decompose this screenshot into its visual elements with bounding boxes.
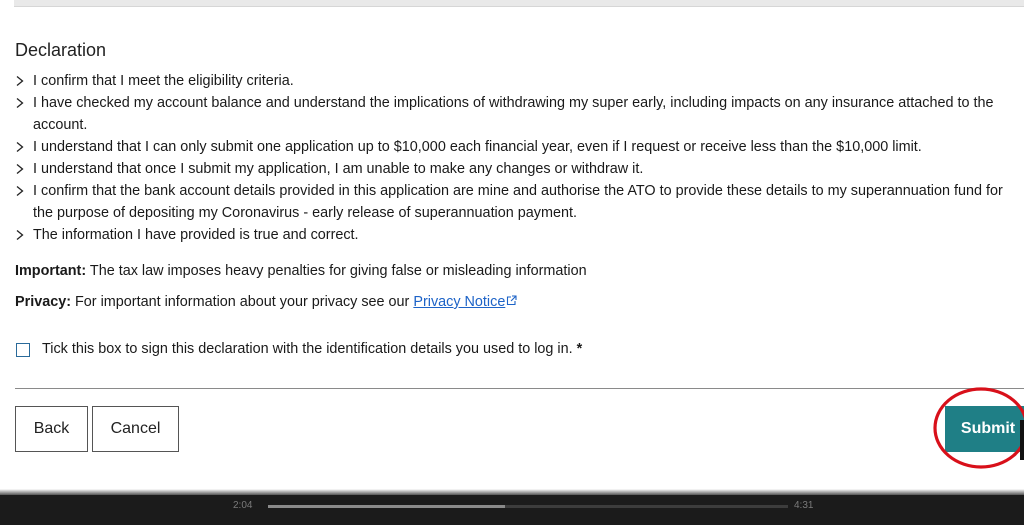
declaration-item xyxy=(15,224,1024,246)
privacy-notice-link[interactable] xyxy=(413,294,505,310)
declaration-item-text: I understand that once I submit my application, I am unable to make any changes or withdraw it. xyxy=(33,161,644,177)
important-label: Important: xyxy=(15,263,87,279)
top-panel-edge xyxy=(14,0,1024,7)
external-link-icon xyxy=(506,295,517,306)
important-text: The tax law imposes heavy penalties for giving false or misleading information xyxy=(89,263,587,279)
submit-button[interactable]: Submit xyxy=(945,406,1024,452)
current-time: 2:04 xyxy=(233,500,253,511)
important-notice xyxy=(15,261,587,281)
declaration-item-text: I confirm that I meet the eligibility criteria. xyxy=(33,73,294,89)
required-marker: * xyxy=(576,341,583,357)
seek-bar-progress xyxy=(268,505,505,508)
player-shadow xyxy=(0,489,1024,495)
declaration-item-text: The information I have provided is true and correct. xyxy=(33,227,359,243)
sign-declaration-checkbox[interactable] xyxy=(16,343,30,357)
video-player-bar xyxy=(0,495,1024,525)
declaration-item xyxy=(15,92,1024,136)
chevron-right-icon xyxy=(15,98,25,108)
window-edge xyxy=(1020,420,1024,460)
chevron-right-icon xyxy=(15,76,25,86)
divider xyxy=(15,388,1024,389)
declaration-item xyxy=(15,70,1024,92)
privacy-label: Privacy: xyxy=(15,294,72,310)
cancel-button[interactable]: Cancel xyxy=(92,406,179,452)
back-button[interactable]: Back xyxy=(15,406,88,452)
declaration-list xyxy=(15,70,1024,246)
declaration-item-text: I understand that I can only submit one application up to $10,000 each financial year, even if I request or receive less than the $10,000 limit. xyxy=(33,139,922,155)
seek-bar[interactable] xyxy=(268,505,788,508)
chevron-right-icon xyxy=(15,142,25,152)
declaration-heading: Declaration xyxy=(15,40,107,60)
chevron-right-icon xyxy=(15,230,25,240)
sign-declaration-label[interactable] xyxy=(42,339,582,359)
privacy-text: For important information about your privacy see our xyxy=(75,294,410,310)
privacy-notice-link-label: Privacy Notice xyxy=(413,294,506,310)
declaration-item-text: I have checked my account balance and understand the implications of withdrawing my super early, including impacts on any insurance attached to the account. xyxy=(33,95,994,133)
sign-declaration-label-text: Tick this box to sign this declaration with the identification details you used to log in. xyxy=(42,341,573,357)
total-time: 4:31 xyxy=(794,500,814,511)
chevron-right-icon xyxy=(15,164,25,174)
privacy-notice xyxy=(15,292,517,312)
declaration-item xyxy=(15,158,1024,180)
declaration-item xyxy=(15,136,1024,158)
declaration-item-text: I confirm that the bank account details provided in this application are mine and authorise the ATO to provide these details to my superannuation fund for the purpose of depositing my Coronavirus - early release of superannuation payment. xyxy=(33,183,1003,221)
declaration-item xyxy=(15,180,1024,224)
chevron-right-icon xyxy=(15,186,25,196)
